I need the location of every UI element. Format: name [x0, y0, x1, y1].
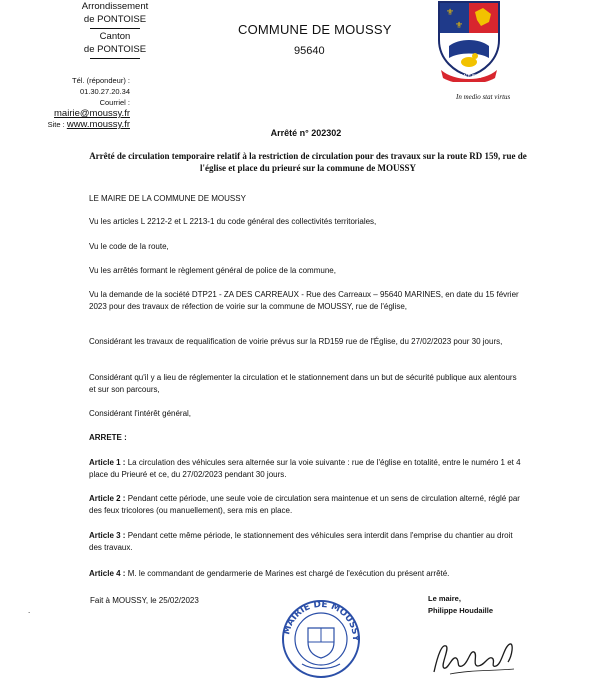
commune-title: COMMUNE DE MOUSSY	[238, 22, 392, 37]
arrete-title: Arrêté de circulation temporaire relatif à la restriction de circulation pour des travaux sur la route RD 159, rue de l'église et place du prieuré sur la commune de MOUSSY	[89, 151, 527, 173]
article-4-label: Article 4 :	[89, 569, 126, 578]
contact-block	[40, 75, 130, 130]
motto: In medio stat virtus	[456, 93, 511, 101]
arrondissement-line2: de PONTOISE	[83, 13, 147, 25]
coat-of-arms	[435, 0, 503, 82]
site-link[interactable]: www.moussy.fr	[66, 119, 130, 130]
considerant-paragraph-1: Considérant les travaux de requalification de voirie prévus sur la RD159 rue de l'Église, du 27/02/2023 pour 30 jours,	[89, 337, 503, 346]
margin-dot: .	[28, 606, 31, 615]
crest-banner: MOUSSY	[461, 74, 483, 80]
arrete-heading: ARRETE :	[89, 433, 127, 442]
header-rule	[90, 28, 140, 29]
email-link[interactable]: mairie@moussy.fr	[54, 108, 130, 119]
vu-paragraph-1: Vu les articles L 2212-2 et L 2213-1 du code général des collectivités territoriales,	[89, 217, 377, 226]
article-1-label: Article 1 :	[89, 458, 126, 467]
phone: Tél. (répondeur) : 01.30.27.20.34	[72, 76, 130, 96]
svg-text:⚜: ⚜	[446, 8, 455, 18]
canton-line1: Canton	[99, 31, 131, 42]
svg-text:⚜: ⚜	[455, 21, 464, 31]
article-4-text: M. le commandant de gendarmerie de Marines est chargé de l'exécution du présent arrêté.	[127, 569, 450, 578]
article-3	[89, 530, 523, 553]
article-3-label: Article 3 :	[89, 531, 126, 540]
vu-paragraph-2: Vu le code de la route,	[89, 242, 169, 251]
maire-heading: LE MAIRE DE LA COMMUNE DE MOUSSY	[89, 194, 246, 203]
vu-paragraph-4: Vu la demande de la société DTP21 - ZA DES CARREAUX - Rue des Carreaux – 95640 MARINES, en date du 15 février 2023 pour des travaux de réfection de voirie sur la commune de MOUSSY, rue de l'église,	[89, 290, 519, 311]
signatory-role: Le maire,	[428, 594, 461, 603]
mairie-stamp	[280, 598, 362, 680]
considerant-paragraph-3: Considérant l'intérêt général,	[89, 409, 192, 418]
canton-line2: de PONTOISE	[83, 43, 147, 55]
article-2	[89, 493, 523, 516]
vu-paragraph-3: Vu les arrêtés formant le règlement général de police de la commune,	[89, 266, 336, 275]
article-4	[89, 568, 523, 580]
signatory-name: Philippe Houdaille	[428, 606, 494, 615]
considerant-paragraph-2: Considérant qu'il y a lieu de réglementer la circulation et le stationnement dans un but de sécurité publique aux alentours et sur son parcours,	[89, 373, 517, 394]
email-label: Courriel :	[99, 98, 130, 107]
postal-code: 95640	[294, 45, 325, 57]
article-1-text: La circulation des véhicules sera alternée sur la voie suivante : rue de l'église en totalité, entre le numéro 1 et 4 place du Prieuré et ce, du 27/02/2023 pendant 30 jours.	[89, 458, 521, 479]
arrete-number: Arrêté n° 202302	[270, 128, 342, 138]
mayor-signature	[430, 636, 516, 676]
article-2-text: Pendant cette période, une seule voie de circulation sera maintenue et un sens de circulation alterné, réglé par des feux tricolores (ou manuellement), sera mis en place.	[89, 494, 520, 515]
fait-a-line: Fait à MOUSSY, le 25/02/2023	[90, 596, 199, 605]
header-rule	[90, 58, 140, 59]
article-2-label: Article 2 :	[89, 494, 126, 503]
article-1	[89, 457, 523, 480]
stamp-text: MAIRIE DE MOUSSY	[282, 599, 361, 642]
article-3-text: Pendant cette même période, le stationnement des véhicules sera interdit dans l'emprise du chantier au droit des travaux.	[89, 531, 513, 552]
arrondissement-line1: Arrondissement	[81, 1, 149, 12]
signatory-block	[428, 593, 493, 617]
administrative-header	[70, 0, 160, 61]
site-label: Site :	[47, 120, 65, 129]
